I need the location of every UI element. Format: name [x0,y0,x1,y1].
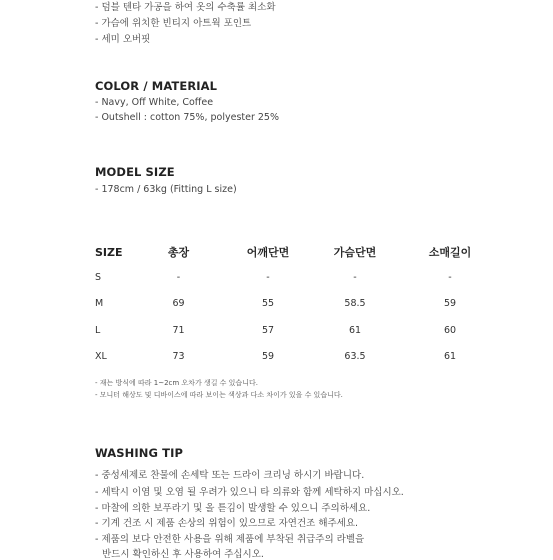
sleeve-col-header: 소매길이 [428,246,472,259]
shoulder-col-header: 어깨단면 [246,246,290,259]
table-cell: XL [95,351,107,363]
washing-line: 반드시 확인하신 후 사용하여 주십시오. [102,549,264,560]
washing-line: - 세탁시 이염 및 오염 될 우려가 있으니 타 의류와 함께 세탁하지 마십시오. [95,487,404,498]
table-cell: M [95,298,104,310]
table-cell: 58.5 [344,298,366,310]
washing-line: - 마찰에 의한 보푸라기 및 올 튿김이 발생할 수 있으니 주의하세요. [95,503,371,514]
table-cell: - [176,271,181,283]
table-cell: 73 [172,351,185,363]
feature-bullet: - 덤블 텐타 가공을 하여 옷의 수축률 최소화 [95,2,276,13]
table-cell: 69 [172,298,185,310]
washing-line: - 중성세제로 찬물에 손세탁 또는 드라이 크리닝 하시기 바랍니다. [95,470,365,481]
washing-line: - 기계 건조 시 제품 손상의 위험이 있으므로 자연건조 해주세요. [95,518,359,529]
table-cell: - [353,271,357,283]
table-cell: 63.5 [344,351,366,363]
table-row [88,317,500,344]
table-cell: 57 [261,324,275,336]
model-size-line: - 178cm / 63kg (Fitting L size) [95,184,237,195]
table-cell: L [95,324,101,336]
washing-line: - 제품의 보다 안전한 사용을 위해 제품에 부착된 취급주의 라벨을 [95,534,365,545]
table-cell: 60 [443,324,457,336]
feature-bullet: - 세미 오버핏 [95,34,151,45]
size-table-header [88,240,500,264]
washing-tip-heading: WASHING TIP [95,446,183,460]
size-col-header: SIZE [95,245,123,259]
color-line: - Navy, Off White, Coffee [95,97,214,108]
table-cell: - [266,271,270,283]
feature-bullet: - 가슴에 위치한 빈티지 아트웍 포인트 [95,18,252,29]
size-note: - 모니터 해상도 및 디바이스에 따라 보이는 색상과 다소 차이가 있을 수 있습니다. [95,391,343,399]
table-row [88,344,500,371]
table-cell: - [448,271,452,283]
table-cell: 59 [261,351,275,363]
table-cell: S [95,271,102,283]
table-cell: 71 [172,324,185,336]
size-note: - 재는 방식에 따라 1~2cm 오차가 생길 수 있습니다. [95,379,258,387]
table-row [88,264,500,291]
color-material-heading: COLOR / MATERIAL [95,79,218,93]
length-col-header: 총장 [167,246,190,259]
table-cell: 59 [443,298,457,310]
table-cell: 61 [348,324,362,336]
chest-col-header: 가슴단면 [333,246,377,259]
table-cell: 61 [443,351,457,363]
table-row [88,291,500,318]
model-size-heading: MODEL SIZE [95,165,175,179]
table-cell: 55 [261,298,275,310]
size-table [88,240,500,370]
material-line: - Outshell : cotton 75%, polyester 25% [95,112,280,123]
